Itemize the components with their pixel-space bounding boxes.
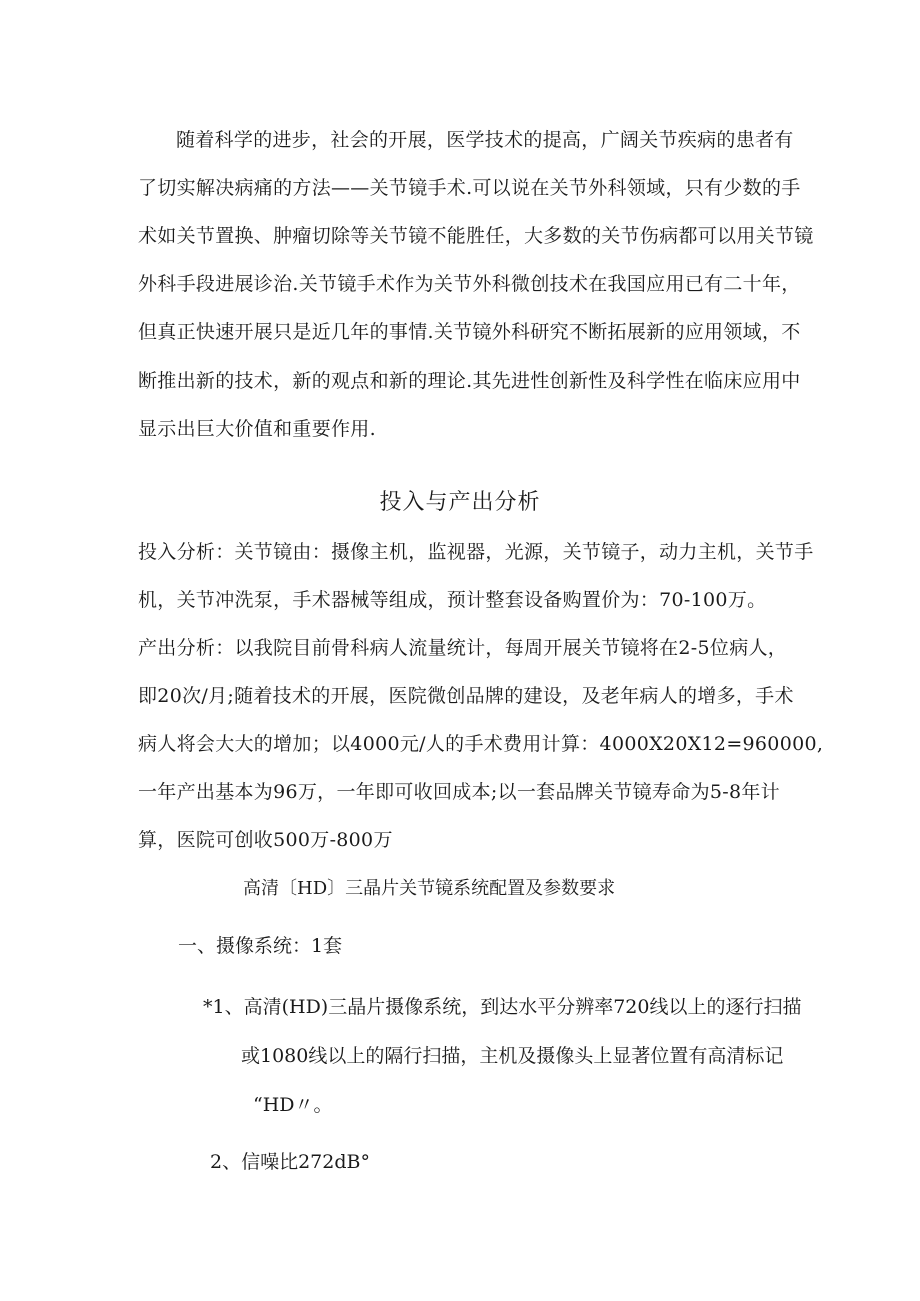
spec-subtitle: 高清〔HD〕三晶片关节镜系统配置及参数要求 [243, 878, 616, 899]
analysis-line: 投入分析：关节镜由：摄像主机，监视器，光源，关节镜子，动力主机，关节手 [138, 541, 814, 563]
intro-line: 术如关节置换、肿瘤切除等关节镜不能胜任，大多数的关节伤病都可以用关节镜 [138, 225, 814, 247]
spec-section-title: 一、摄像系统：1套 [178, 935, 343, 957]
spec-item-line: 或1080线以上的隔行扫描，主机及摄像头上显著位置有高清标记 [241, 1045, 784, 1067]
analysis-line: 产出分析：以我院目前骨科病人流量统计，每周开展关节镜将在2-5位病人， [138, 637, 788, 659]
intro-line: 但真正快速开展只是近几年的事情.关节镜外科研究不断拓展新的应用领域，不 [138, 321, 801, 343]
spec-item-line: 2、信噪比272dB° [210, 1151, 370, 1173]
intro-line: 了切实解决病痛的方法——关节镜手术.可以说在关节外科领域，只有少数的手 [138, 177, 801, 199]
analysis-line: 机，关节冲洗泵，手术器械等组成，预计整套设备购置价为：70-100万。 [138, 589, 767, 611]
intro-line: 断推出新的技术，新的观点和新的理论.其先进性创新性及科学性在临床应用中 [138, 370, 801, 392]
analysis-line: 一年产出基本为96万，一年即可收回成本;以一套品牌关节镜寿命为5-8年计 [138, 781, 780, 803]
intro-line: 外科手段进展诊治.关节镜手术作为关节外科微创技术在我国应用已有二十年， [138, 273, 801, 295]
analysis-line: 即20次/月;随着技术的开展，医院微创品牌的建设，及老年病人的增多，手术 [138, 685, 794, 707]
spec-item-line: “HD〃。 [253, 1094, 333, 1116]
intro-line: 显示出巨大价值和重要作用. [138, 418, 376, 440]
section-heading: 投入与产出分析 [379, 490, 541, 515]
spec-item-line: *1、高清(HD)三晶片摄像系统，到达水平分辨率720线以上的逐行扫描 [203, 996, 802, 1018]
intro-line: 随着科学的进步，社会的开展，医学技术的提高，广阔关节疾病的患者有 [176, 129, 794, 151]
analysis-line: 算，医院可创收500万-800万 [138, 829, 393, 851]
analysis-line: 病人将会大大的增加；以4000元/人的手术费用计算：4000X20X12=960000, [138, 733, 824, 755]
